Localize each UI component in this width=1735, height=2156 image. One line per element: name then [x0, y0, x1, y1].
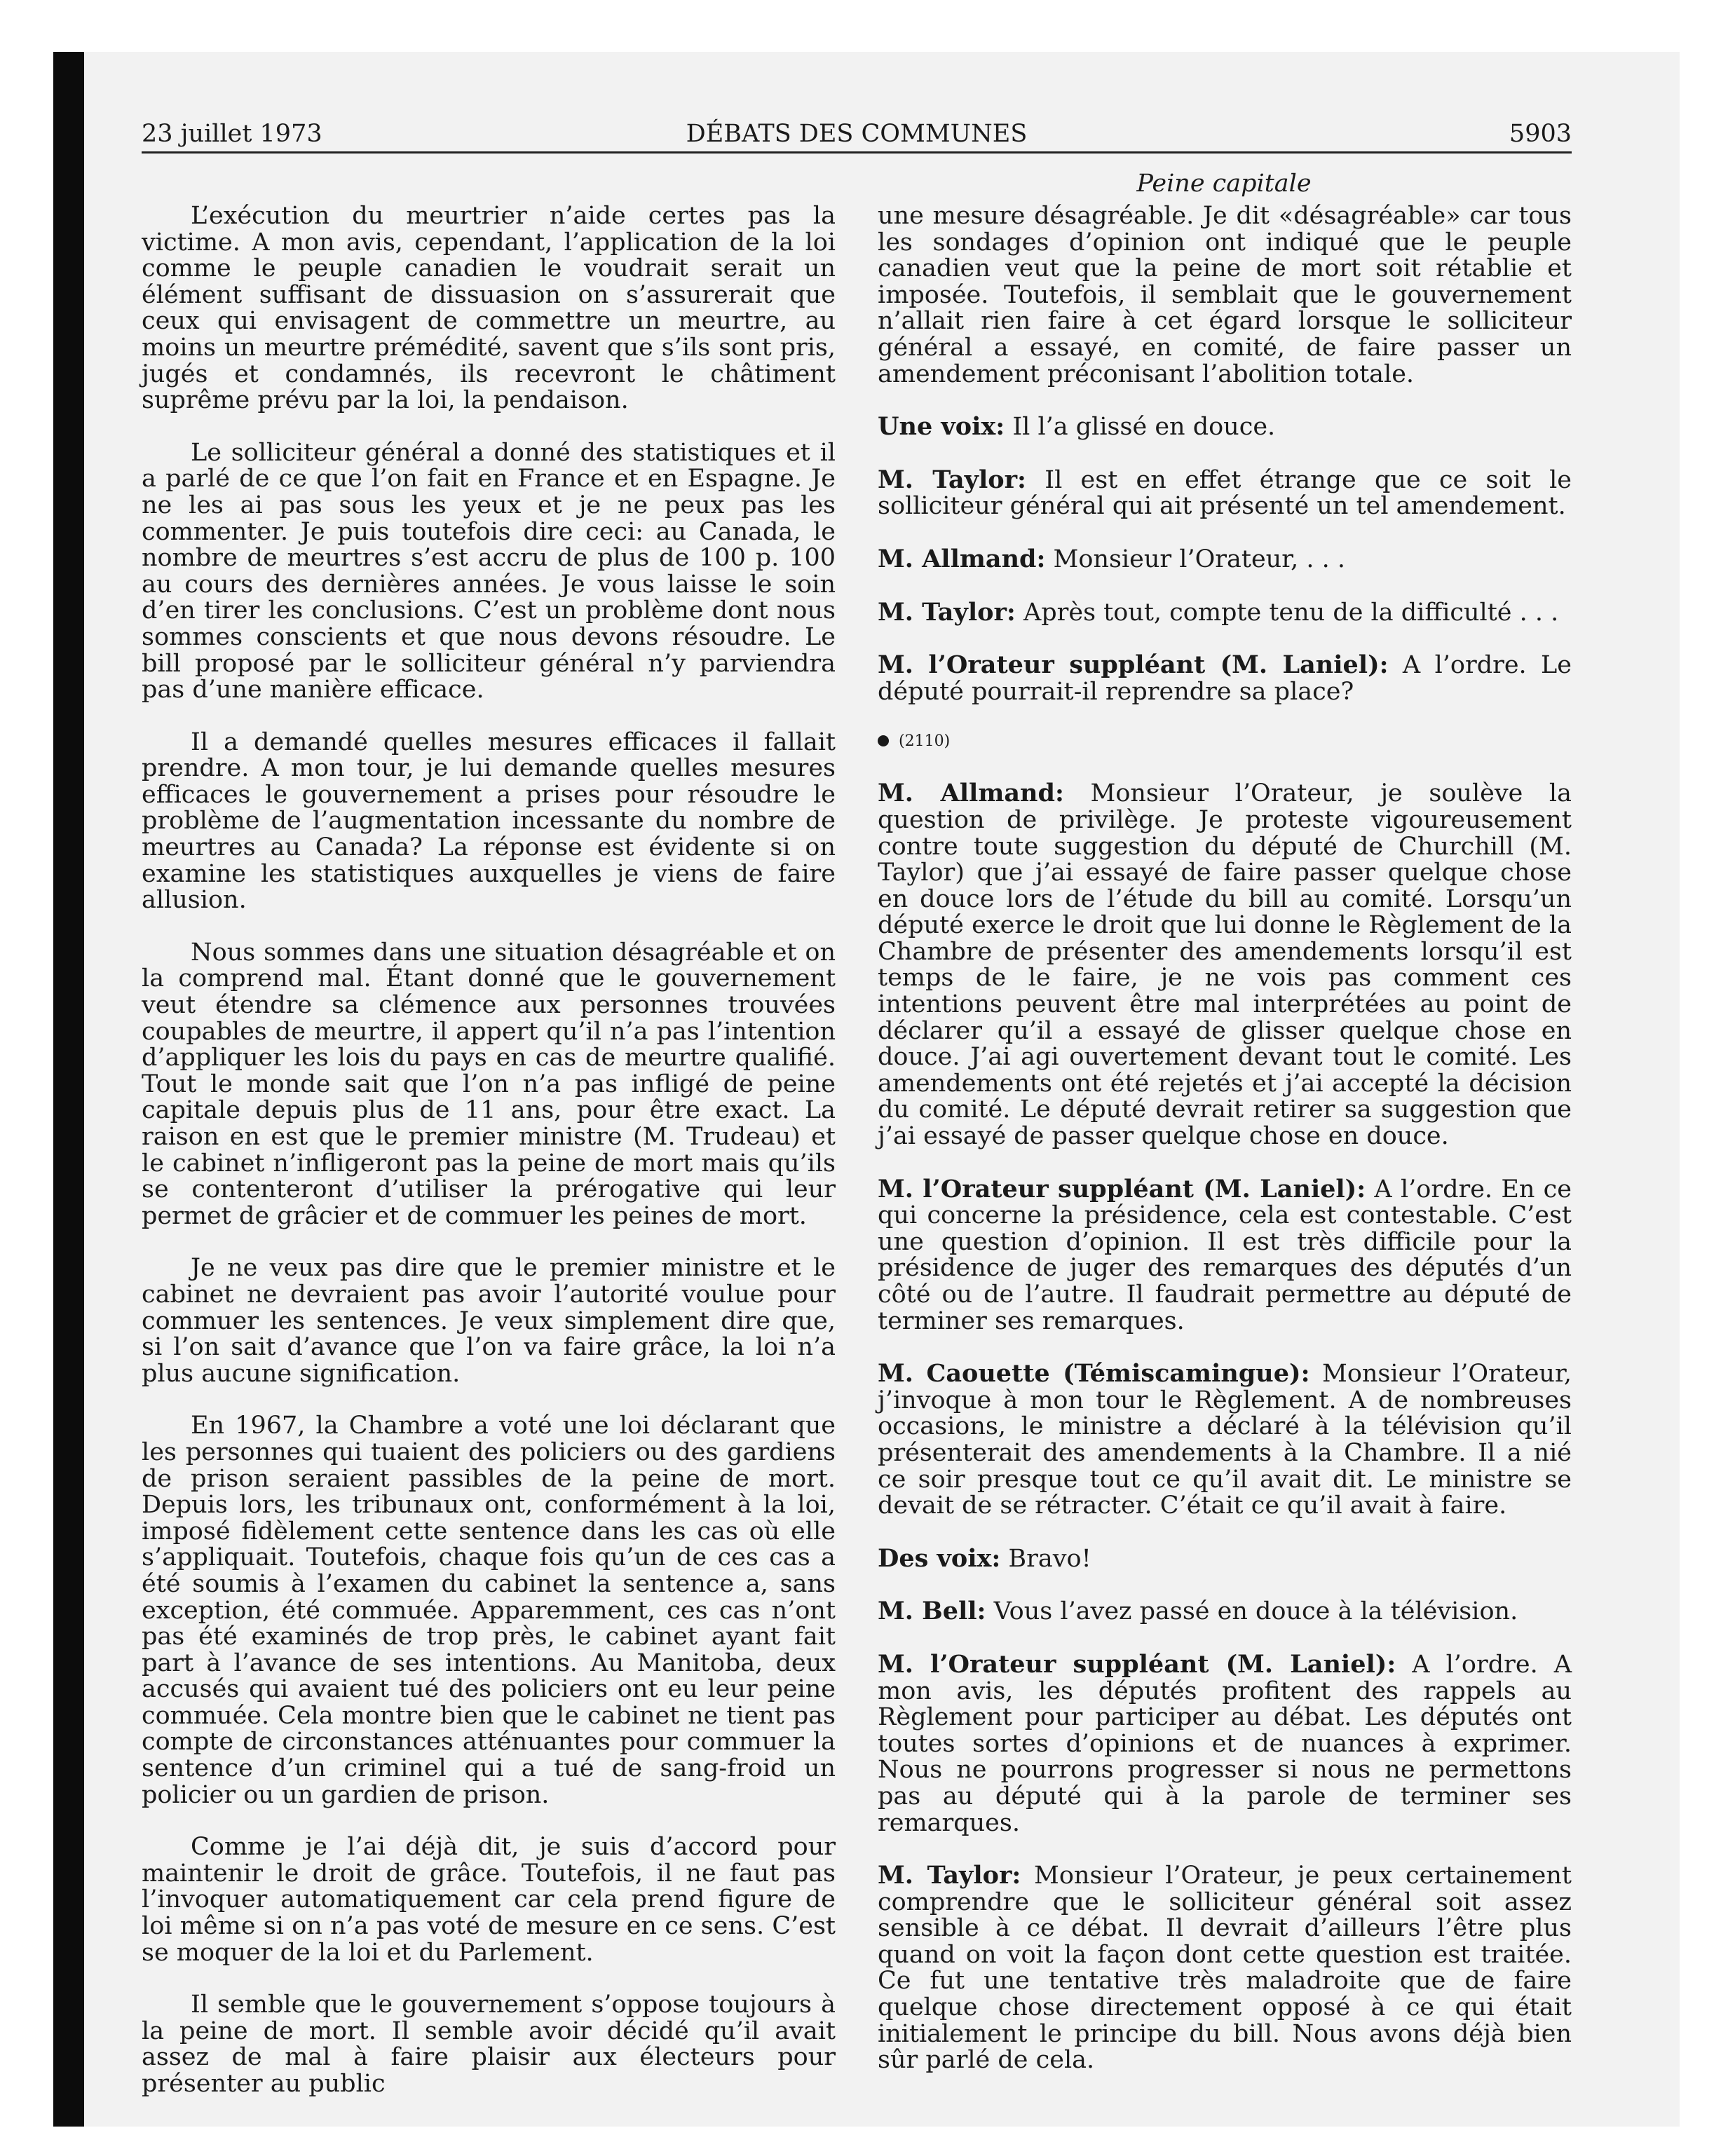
right-column	[878, 203, 1572, 2100]
bullet-icon	[878, 735, 889, 746]
speech-text: Il est en effet étrange que ce soit le solliciteur général qui ait présenté un tel amendement.	[878, 465, 1572, 521]
speech-text: Monsieur l’Orateur, je peux certainement comprendre que le solliciteur général soit assez sensible à ce débat. Il devrait d’ailleurs l’être plus quand on voit la façon dont cette question est traitée. Ce fut une tentative très maladroite que de faire quelque chose directement opposé à ce qui était initialement le principe du bill. Nous avons déjà bien sûr parlé de cela.	[878, 1862, 1572, 2075]
speech	[878, 1360, 1572, 1520]
speaker-name: Une voix:	[878, 412, 1005, 442]
paragraph: Nous sommes dans une situation désagréable et on la comprend mal. Étant donné que le gouvernement veut étendre sa clémence aux personnes trouvées coupables de meurtre, il appert qu’il n’a pas l’intention d’appliquer les lois du pays en cas de meurtre qualifié. Tout le monde sait que l’on n’a pas infligé de peine capitale depuis plus de 11 ans, pour être exact. La raison en est que le premier ministre (M. Trudeau) et le cabinet n’infligeront pas la peine de mort mais qu’ils se contenteront d’utiliser la prérogative qui leur permet de grâcier et de commuer les peines de mort.	[142, 938, 836, 1230]
speaker-name: M. Taylor:	[878, 597, 1016, 627]
speech-text: A l’ordre. A mon avis, les députés profitent des rappels au Règlement pour participer au débat. Les députés ont toutes sortes d’opinions et de nuances à exprimer. Nous ne pourrons progresser si nous ne permettons pas au député qui à la parole de terminer ses remarques.	[878, 1650, 1572, 1837]
speaker-name: M. Bell:	[878, 1597, 986, 1626]
speech	[878, 414, 1572, 441]
speaker-name: M. Allmand:	[878, 779, 1064, 808]
speaker-name: Des voix:	[878, 1543, 1001, 1573]
speech	[878, 1862, 1572, 2074]
speech	[878, 1651, 1572, 1836]
speaker-name: M. l’Orateur suppléant (M. Laniel):	[878, 1649, 1396, 1679]
speech-text: Monsieur l’Orateur, . . .	[1045, 545, 1345, 573]
speech	[878, 546, 1572, 573]
speech	[878, 599, 1572, 627]
paragraph: En 1967, la Chambre a voté une loi déclarant que les personnes qui tuaient des policiers ou des gardiens de prison seraient passibles de la peine de mort. Depuis lors, les tribunaux ont, conformément à la loi, imposé fidèlement cette sentence dans les cas où elle s’appliquait. Toutefois, chaque fois qu’un de ces cas a été soumis à l’examen du cabinet la sentence a, sans exception, été commuée. Apparemment, ces cas n’ont pas été examinés de trop près, le cabinet ayant fait part à l’avance de ses intentions. Au Manitoba, deux accusés qui avaient tué des policiers ont eu leur peine commuée. Cela montre bien que le cabinet ne tient pas compte de circonstances atténuantes pour commuer la sentence d’un criminel qui a tué de sang-froid un policier ou un gardien de prison.	[142, 1412, 836, 1809]
time-marker	[878, 731, 1572, 752]
speech	[878, 1176, 1572, 1335]
paragraph: L’exécution du meurtrier n’aide certes pas la victime. A mon avis, cependant, l’application de la loi comme le peuple canadien le voudrait serait un élément suffisant de dissuasion on s’assurerait que ceux qui envisagent de commettre un meurtre, au moins un meurtre prémédité, savent que s’ils sont pris, jugés et condamnés, ils recevront le châtiment suprême prévu par la loi, la pendaison.	[142, 202, 836, 415]
speaker-name: M. Allmand:	[878, 544, 1046, 573]
speaker-name: M. Taylor:	[878, 465, 1026, 494]
paragraph: Il a demandé quelles mesures efficaces il fallait prendre. A mon tour, je lui demande quelles mesures efficaces le gouvernement a prises pour résoudre le problème de l’augmentation incessante du nombre de meurtres au Canada? La réponse est évidente si on examine les statistiques auxquelles je viens de faire allusion.	[142, 728, 836, 915]
speaker-name: M. l’Orateur suppléant (M. Laniel):	[878, 650, 1389, 680]
speech-text: Monsieur l’Orateur, j’invoque à mon tour le Règlement. A de nombreuses occasions, le ministre a déclaré à la télévision qu’il présenterait des amendements à la Chambre. Il a nié ce soir presque tout ce qu’il avait dit. Le ministre se devait de se rétracter. C’était ce qu’il avait à faire.	[878, 1360, 1572, 1520]
speech-text: Bravo!	[1000, 1544, 1091, 1573]
header-date: 23 juillet 1973	[142, 120, 322, 148]
speaker-name: M. l’Orateur suppléant (M. Laniel):	[878, 1174, 1366, 1203]
speaker-name: M. Taylor:	[878, 1861, 1021, 1890]
page-header	[142, 116, 1572, 153]
running-subject: Peine capitale	[1136, 170, 1312, 198]
left-column	[142, 203, 836, 2124]
speech-text: A l’ordre. Le député pourrait-il reprendre sa place?	[878, 651, 1572, 706]
speech-text: Après tout, compte tenu de la difficulté . . .	[1015, 598, 1559, 627]
speech	[878, 652, 1572, 705]
page-number: 5903	[1509, 120, 1572, 148]
speech	[878, 467, 1572, 520]
paragraph: Le solliciteur général a donné des statistiques et il a parlé de ce que l’on fait en France et en Espagne. Je ne les ai pas sous les yeux et je ne peux pas les commenter. Je puis toutefois dire ceci: au Canada, le nombre de meurtres s’est accru de plus de 100 p. 100 au cours des dernières années. Je vous laisse le soin d’en tirer les conclusions. C’est un problème dont nous sommes conscients et que nous devons résoudre. Le bill proposé par le solliciteur général n’y parviendra pas d’une manière efficace.	[142, 438, 836, 704]
header-title: DÉBATS DES COMMUNES	[686, 120, 1028, 148]
speech	[878, 1543, 1572, 1573]
paragraph: Comme je l’ai déjà dit, je suis d’accord pour maintenir le droit de grâce. Toutefois, il ne faut pas l’invoquer automatiquement car cela prend figure de loi même si on n’a pas voté de mesure en ce sens. C’est se moquer de la loi et du Parlement.	[142, 1833, 836, 1967]
paragraph: Je ne veux pas dire que le premier ministre et le cabinet ne devraient pas avoir l’autorité voulue pour commuer les sentences. Je veux simplement dire que, si l’on sait d’avance que l’on va faire grâce, la loi n’a plus aucune signification.	[142, 1254, 836, 1388]
speech	[878, 1598, 1572, 1625]
scan-binding-edge	[53, 52, 84, 2127]
speech	[878, 780, 1572, 1149]
paragraph: Il semble que le gouvernement s’oppose toujours à la peine de mort. Il semble avoir décidé qu’il avait assez de mal à faire plaisir aux électeurs pour présenter au public	[142, 1991, 836, 2098]
speech-text: Monsieur l’Orateur, je soulève la question de privilège. Je proteste vigoureusement contre toute suggestion du député de Churchill (M. Taylor) que j’ai essayé de faire passer quelque chose en douce lors de l’étude du bill au comité. Lorsqu’un député exerce le droit que lui donne le Règlement de la Chambre de présenter des amendements lorsqu’il est temps de le faire, je ne vois pas comment ces intentions peuvent être mal interprétées au point de déclarer qu’il a essayé de glisser quelque chose en douce. J’ai agi ouvertement devant tout le comité. Les amendements ont été rejetés et j’ai accepté la décision du comité. Le député devrait retirer sa suggestion que j’ai essayé de passer quelque chose en douce.	[878, 779, 1572, 1151]
paragraph-continuation: une mesure désagréable. Je dit «désagréable» car tous les sondages d’opinion ont indiqué que le peuple canadien veut que la peine de mort soit rétablie et imposée. Toutefois, il semblait que le gouvernement n’allait rien faire à cet égard lorsque le solliciteur général a essayé, en comité, de faire passer un amendement préconisant l’abolition totale.	[878, 202, 1572, 388]
speaker-name: M. Caouette (Témiscamingue):	[878, 1359, 1310, 1389]
speech-text: Il l’a glissé en douce.	[1005, 413, 1276, 442]
speech-text: A l’ordre. En ce qui concerne la présidence, cela est contestable. C’est une question d’opinion. Il est très difficile pour la présidence de juger des remarques des députés d’un côté ou de l’autre. Il faudrait permettre au député de terminer ses remarques.	[878, 1175, 1572, 1335]
time-marker-text: (2110)	[899, 732, 951, 751]
speech-text: Vous l’avez passé en douce à la télévision.	[986, 1597, 1518, 1626]
